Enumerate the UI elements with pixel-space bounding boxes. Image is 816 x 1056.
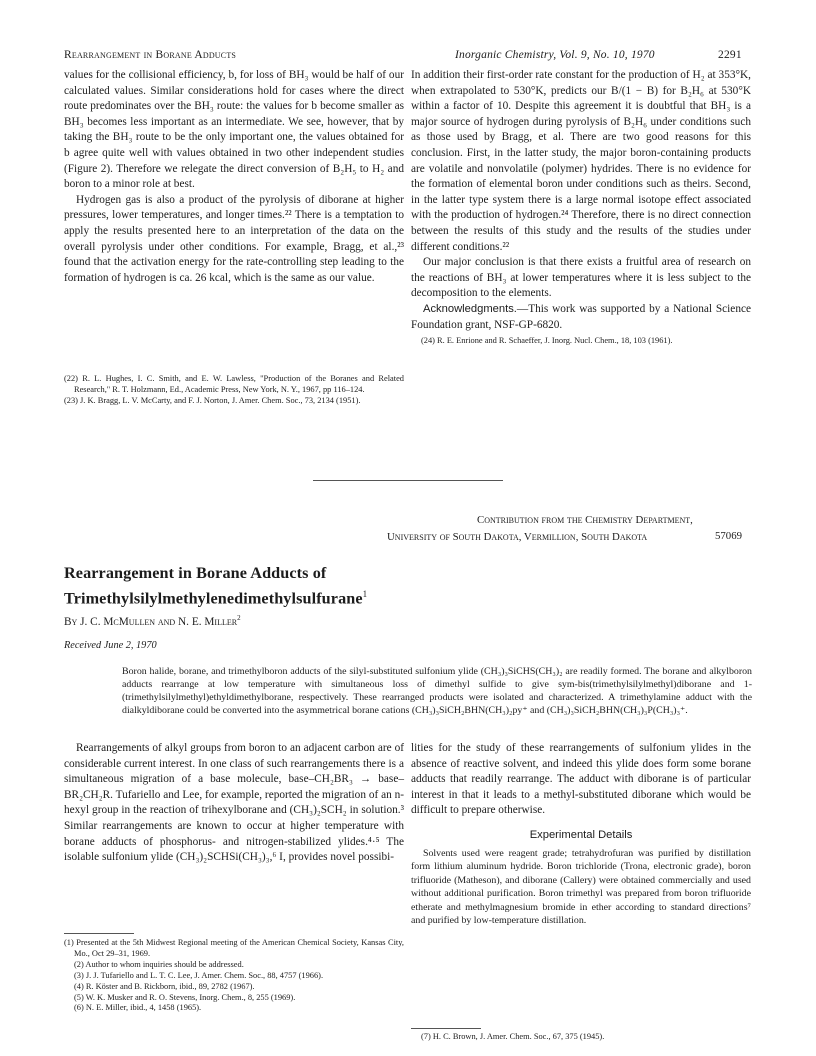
paragraph: Rearrangements of alkyl groups from boron to an adjacent carbon are of considerable current interest. In one class of such rearrangements there is a simultaneous migration of a base molecule, base–CH₂BR₃ → base–BR₂CH₂R. Tufariello and Lee, for example, reported the migration of an n-hexyl group in the reaction of trihexylborane and (CH₃)₂SCH₂ in solution.³ Similar rearrangements are known to occur at higher temperature with borane adducts of phosphorus- and nitrogen-stabilized ylides.⁴·⁵ The isolable sulfonium ylide (CH₃)₂SCHSi(CH₃)₃,⁶ I, provides novel possibi- [64, 742, 404, 864]
footnotes-bottom-left [64, 938, 404, 1014]
footnote-7: (7) H. C. Brown, J. Amer. Chem. Soc., 67, 375 (1945). [421, 1032, 605, 1041]
paragraph: lities for the study of these rearrangements of sulfonium ylides in the absence of reactive solvent, and indeed this ylide does form some borane adducts that readily rearrange. The adduct with diborane is of particular interest in that it leads to a methyl-substituted diborane which would be difficult to prepare otherwise. [411, 742, 751, 817]
footnote-rule [64, 933, 134, 934]
author: J. C. McMullen [80, 615, 156, 628]
title-footnote-ref: 1 [362, 589, 368, 599]
acknowledgments-text: —This work was supported by a National Science Foundation grant, NSF-GP-6820. [411, 302, 751, 331]
article-divider [313, 480, 503, 481]
running-head-left: Rearrangement in Borane Adducts [64, 49, 237, 61]
title-line1: Rearrangement in Borane Adducts of [64, 564, 327, 582]
paragraph: values for the collisional efficiency, b, for loss of BH₃ would be half of our calculated values. Similar considerations hold for cases where the direct route predominates over the BH₃ route: the values for b become smaller as BH₃ becomes less important as an intermediate. We see, however, that by taking the BH₃ route to be the only important one, the values obtained for b agree quite well with values obtained in two other independent studies (Figure 2). Therefore we relegate the direct conversion of B₂H₅ to H₂ and boron to a minor role at best. [64, 69, 404, 191]
title-line2-wrap [64, 584, 367, 609]
paragraph: Hydrogen gas is also a product of the pyrolysis of diborane at higher pressures, lower temperatures, and longer times.²² There is a temptation to apply the results presented here to an interpretation of the data on the overall pyrolysis under other conditions. For example, Bragg, et al.,²³ found that the activation energy for the rate-controlling step leading to the formation of hydrogen is ca. 26 kcal, which is the same as our value. [64, 193, 404, 284]
contribution-line2: University of South Dakota, Vermillion, South Dakota [387, 531, 648, 543]
footnote-rule [411, 1028, 481, 1029]
contribution-line1: Contribution from the Chemistry Department, [477, 514, 693, 526]
footnote-3: (3) J. J. Tufariello and L. T. C. Lee, J. Amer. Chem. Soc., 88, 4757 (1966). [74, 970, 324, 980]
byline-by: By [64, 615, 78, 628]
footnote-2: (2) Author to whom inquiries should be addressed. [74, 959, 244, 969]
footnote-5: (5) W. K. Musker and R. O. Stevens, Inorg. Chem., 8, 255 (1969). [74, 992, 296, 1002]
footnotes-top-left [64, 374, 404, 407]
bottom-right-column [411, 741, 751, 928]
bottom-left-column [64, 741, 404, 866]
top-left-column [64, 68, 404, 286]
footnote-24: (24) R. E. Enrione and R. Schaeffer, J. Inorg. Nucl. Chem., 18, 103 (1961). [421, 336, 673, 346]
top-right-column [411, 68, 751, 347]
footnote-23: (23) J. K. Bragg, L. V. McCarty, and F. J. Norton, J. Amer. Chem. Soc., 73, 2134 (1951). [64, 395, 361, 405]
footnote-22: (22) R. L. Hughes, I. C. Smith, and E. W. Lawless, "Production of the Boranes and Related Research," R. T. Holzmann, Ed., Academic Press, New York, N. Y., 1967, pp 116–124. [64, 374, 404, 394]
paragraph-experimental: Solvents used were reagent grade; tetrahydrofuran was purified by distillation form lithium aluminum hydride. Boron trichloride (Trona, electronic grade), boron trifluoride (Matheson), and diborane (Callery) were obtained commercially and used without additional purification. Boron trimethyl was prepared from boron trifluoride etherate and methylmagnesium bromide in ether according to standard directions⁷ and purified by low-temperature distillation. [411, 847, 751, 927]
acknowledgments [411, 302, 751, 333]
byline [64, 614, 241, 628]
article-title [64, 563, 367, 609]
acknowledgments-heading: Acknowledgments. [423, 302, 517, 315]
byline-and: and [157, 615, 176, 628]
footnote-1: (1) Presented at the 5th Midwest Regional meeting of the American Chemical Society, Kansas City, Mo., Oct 29–31, 1969. [64, 938, 404, 958]
title-line2: Trimethylsilylmethylenedimethylsulfurane [64, 589, 363, 608]
page-number: 2291 [718, 49, 742, 61]
abstract: Boron halide, borane, and trimethylboron adducts of the silyl-substituted sulfonium ylide (CH₃)₃SiCHS(CH₃)₂ are readily formed. The borane and alkylboron adducts rearrange at low temperature with simultaneous loss of dimethyl sulfide to give sym-bis(trimethylsilylmethyl)diborane and 1-(trimethylsilylmethyl)ethyldimethylborane, respectively. These rearranged products were isolated and characterized. A trimethylamine adduct with the dialkyldiborane could be converted into the asymmetrical borane cations (CH₃)₃SiCH₂BHN(CH₃)₂py⁺ and (CH₃)₃SiCH₂BHN(CH₃)₃P(CH₃)₃⁺. [122, 666, 752, 716]
footnote-6: (6) N. E. Miller, ibid., 4, 1458 (1965). [74, 1003, 202, 1013]
contribution-zip: 57069 [715, 530, 742, 542]
paragraph: Our major conclusion is that there exists a fruitful area of research on the reactions of BH₃ at lower temperatures where it is less subject to the decomposition to the elements. [411, 256, 751, 300]
journal-citation: Inorganic Chemistry, Vol. 9, No. 10, 1970 [455, 49, 655, 61]
footnote-4: (4) R. Köster and B. Rickborn, ibid., 89, 2782 (1967). [74, 981, 255, 991]
author-footnote-ref: 2 [237, 614, 241, 622]
author: N. E. Miller [178, 615, 238, 628]
section-heading: Experimental Details [529, 828, 633, 841]
paragraph: In addition their first-order rate constant for the production of H₂ at 353°K, when extrapolated to 530°K, predicts our B/(1 − B) for B₂H₆ at 530°K within a factor of 10. Despite this agreement it is doubtful that BH₃ is a major source of hydrogen during pyrolysis of B₂H₆ under conditions such as those used by Bragg, et al. There are two good reasons for this conclusion. First, in the latter study, the major boron-containing products are volatile and nonvolatile (polymer) hydrides. There is no evidence for the formation of elemental boron under conditions such as theirs. Second, in the latter type system there is a large normal isotope effect associated with the production of hydrogen.²⁴ Therefore, there is no direct connection between the results of this study and the results of the studies under different conditions.²² [411, 69, 751, 253]
received-date: Received June 2, 1970 [64, 640, 157, 651]
